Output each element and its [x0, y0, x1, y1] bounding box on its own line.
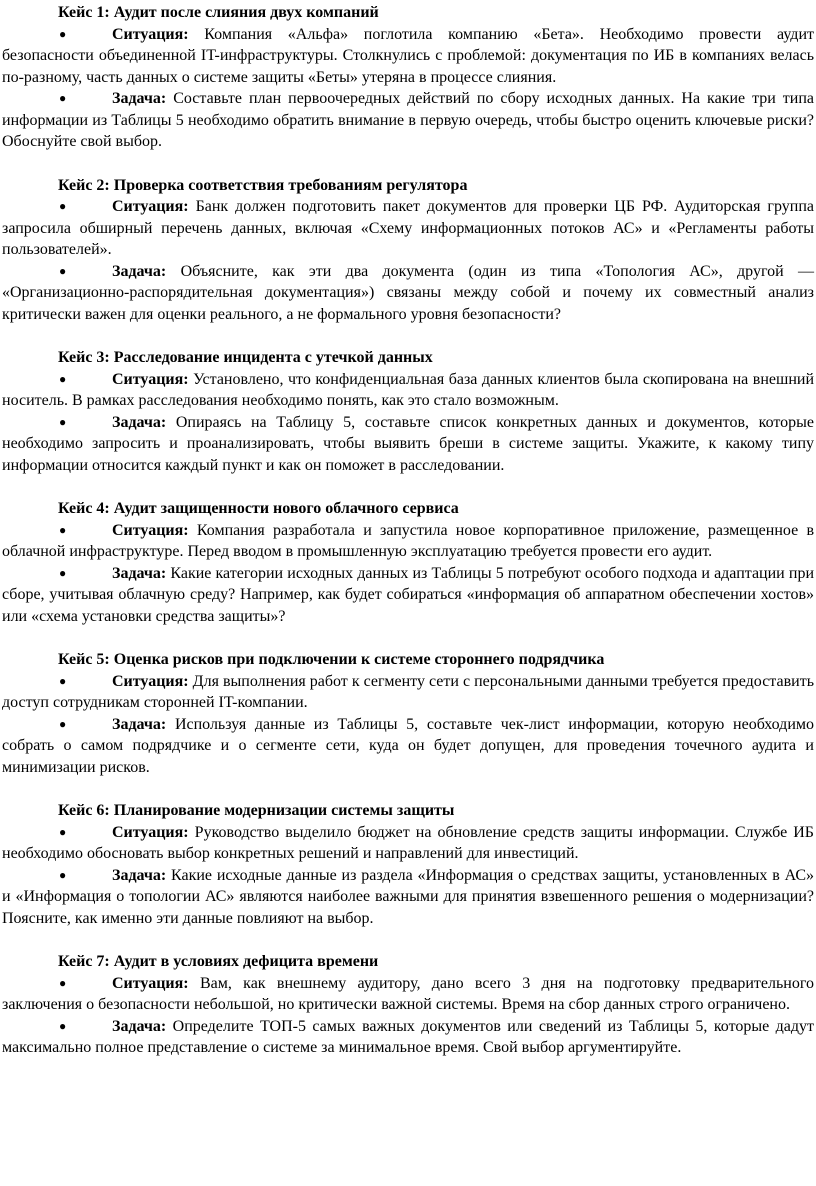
bullet-icon: ●: [59, 371, 67, 386]
case-3: [2, 347, 814, 476]
task-text: Опираясь на Таблицу 5, составьте список конкретных данных и документов, которые необходимо запросить и проанализировать, чтобы выявить бреши в системе защиты. Укажите, к какому типу информации относится каждый пункт и как он поможет в расследовании.: [2, 413, 814, 474]
situation-item: [2, 973, 814, 1016]
bullet-icon: ●: [59, 975, 67, 990]
task-item: [2, 865, 814, 930]
situation-item: [2, 822, 814, 865]
case-2: [2, 175, 814, 326]
bullet-icon: ●: [59, 414, 67, 429]
situation-label: Ситуация:: [112, 672, 189, 690]
situation-text: Банк должен подготовить пакет документов для проверки ЦБ РФ. Аудиторская группа запросила обширный перечень данных, включая «Схему информационных потоков АС» и «Регламенты работы пользователей».: [2, 198, 814, 258]
case-5: [2, 649, 814, 778]
situation-item: [2, 671, 814, 714]
task-text: Какие исходные данные из раздела «Информация о средствах защиты, установленных в АС» и «Информация о топологии АС» являются наиболее важными для принятия взвешенного решения о модернизации? Поясните, как именно эти данные повлияют на выбор.: [2, 866, 814, 927]
situation-label: Ситуация:: [112, 823, 189, 841]
case-title: Кейс 4: Аудит защищенности нового облачного сервиса: [58, 500, 459, 517]
case-title: Кейс 7: Аудит в условиях дефицита времени: [58, 953, 379, 970]
task-text: Составьте план первоочередных действий по сбору исходных данных. На какие три типа информации из Таблицы 5 необходимо обратить внимание в первую очередь, чтобы быстро оценить ключевые риски? Обоснуйте свой выбор.: [2, 90, 814, 150]
bullet-icon: ●: [59, 673, 67, 688]
task-text: Определите ТОП-5 самых важных документов или сведений из Таблицы 5, которые дадут максимально полное представление о системе за минимальное время. Свой выбор аргументируйте.: [2, 1017, 814, 1056]
task-text: Используя данные из Таблицы 5, составьте чек-лист информации, которую необходимо собрать о самом подрядчике и о сегменте сети, куда он будет допущен, для проведения точечного аудита и минимизации рисков.: [2, 715, 814, 776]
situation-text: Компания «Альфа» поглотила компанию «Бета». Необходимо провести аудит безопасности объединенной IT-инфраструктуры. Столкнулись с проблемой: документация по ИБ в компаниях велась по-разному, часть данных о системе защиты «Беты» утеряна в процессе слияния.: [2, 25, 814, 86]
task-label: Задача:: [112, 413, 167, 431]
situation-text: Установлено, что конфиденциальная база данных клиентов была скопирована на внешний носитель. В рамках расследования необходимо понять, как это стало возможным.: [2, 370, 814, 409]
situation-label: Ситуация:: [112, 521, 189, 539]
situation-text: Компания разработала и запустила новое корпоративное приложение, размещенное в облачной инфраструктуре. Перед вводом в промышленную эксплуатацию требуется провести его аудит.: [2, 521, 814, 560]
situation-item: [2, 369, 814, 412]
bullet-icon: ●: [59, 522, 67, 537]
task-label: Задача:: [112, 1017, 167, 1035]
case-title: Кейс 6: Планирование модернизации системы защиты: [58, 802, 455, 819]
bullet-icon: ●: [59, 91, 67, 105]
case-4: [2, 498, 814, 627]
situation-text: Для выполнения работ к сегменту сети с персональными данными требуется предоставить доступ сотрудникам сторонней IT-компании.: [2, 672, 814, 711]
situation-label: Ситуация:: [112, 198, 189, 215]
situation-item: [2, 196, 814, 261]
case-title: Кейс 5: Оценка рисков при подключении к системе стороннего подрядчика: [58, 651, 605, 668]
task-item: [2, 714, 814, 779]
situation-label: Ситуация:: [112, 974, 189, 992]
bullet-icon: ●: [59, 26, 67, 41]
situation-text: Руководство выделило бюджет на обновление средств защиты информации. Службе ИБ необходимо обосновать выбор конкретных решений и направлений для инвестиций.: [2, 823, 814, 862]
case-title: Кейс 2: Проверка соответствия требованиям регулятора: [58, 176, 468, 194]
bullet-icon: ●: [59, 263, 67, 278]
case-1: [2, 2, 814, 153]
situation-label: Ситуация:: [112, 370, 189, 388]
task-text: Какие категории исходных данных из Таблицы 5 потребуют особого подхода и адаптации при сборе, учитывая облачную среду? Например, как будет собираться «информация об аппаратном обеспечении хостов» или «схема установки средства защиты»?: [2, 564, 814, 625]
situation-label: Ситуация:: [112, 25, 189, 43]
task-item: [2, 261, 814, 326]
task-label: Задача:: [112, 262, 167, 280]
situation-item: [2, 24, 814, 89]
task-label: Задача:: [112, 866, 167, 884]
case-6: [2, 800, 814, 929]
case-7: [2, 951, 814, 1059]
task-item: [2, 1016, 814, 1059]
situation-text: Вам, как внешнему аудитору, дано всего 3 дня на подготовку предварительного заключения о безопасности небольшой, но критически важной системы. Время на сбор данных строго ограничено.: [2, 974, 814, 1013]
task-item: [2, 88, 814, 153]
task-label: Задача:: [112, 90, 167, 107]
bullet-icon: ●: [59, 867, 67, 882]
case-title: Кейс 3: Расследование инцидента с утечкой данных: [58, 349, 433, 366]
bullet-icon: ●: [59, 716, 67, 731]
case-title: Кейс 1: Аудит после слияния двух компаний: [58, 4, 379, 21]
task-item: [2, 412, 814, 477]
bullet-icon: ●: [59, 565, 67, 580]
situation-item: [2, 520, 814, 563]
task-text: Объясните, как эти два документа (один из типа «Топология АС», другой — «Организационно-распорядительная документация») связаны между собой и почему их совместный анализ критически важен для оценки реального, а не формального уровня безопасности?: [2, 262, 814, 323]
task-label: Задача:: [112, 715, 167, 733]
bullet-icon: ●: [59, 824, 67, 839]
bullet-icon: ●: [59, 1018, 67, 1033]
task-label: Задача:: [112, 564, 167, 582]
bullet-icon: ●: [59, 199, 67, 213]
task-item: [2, 563, 814, 628]
